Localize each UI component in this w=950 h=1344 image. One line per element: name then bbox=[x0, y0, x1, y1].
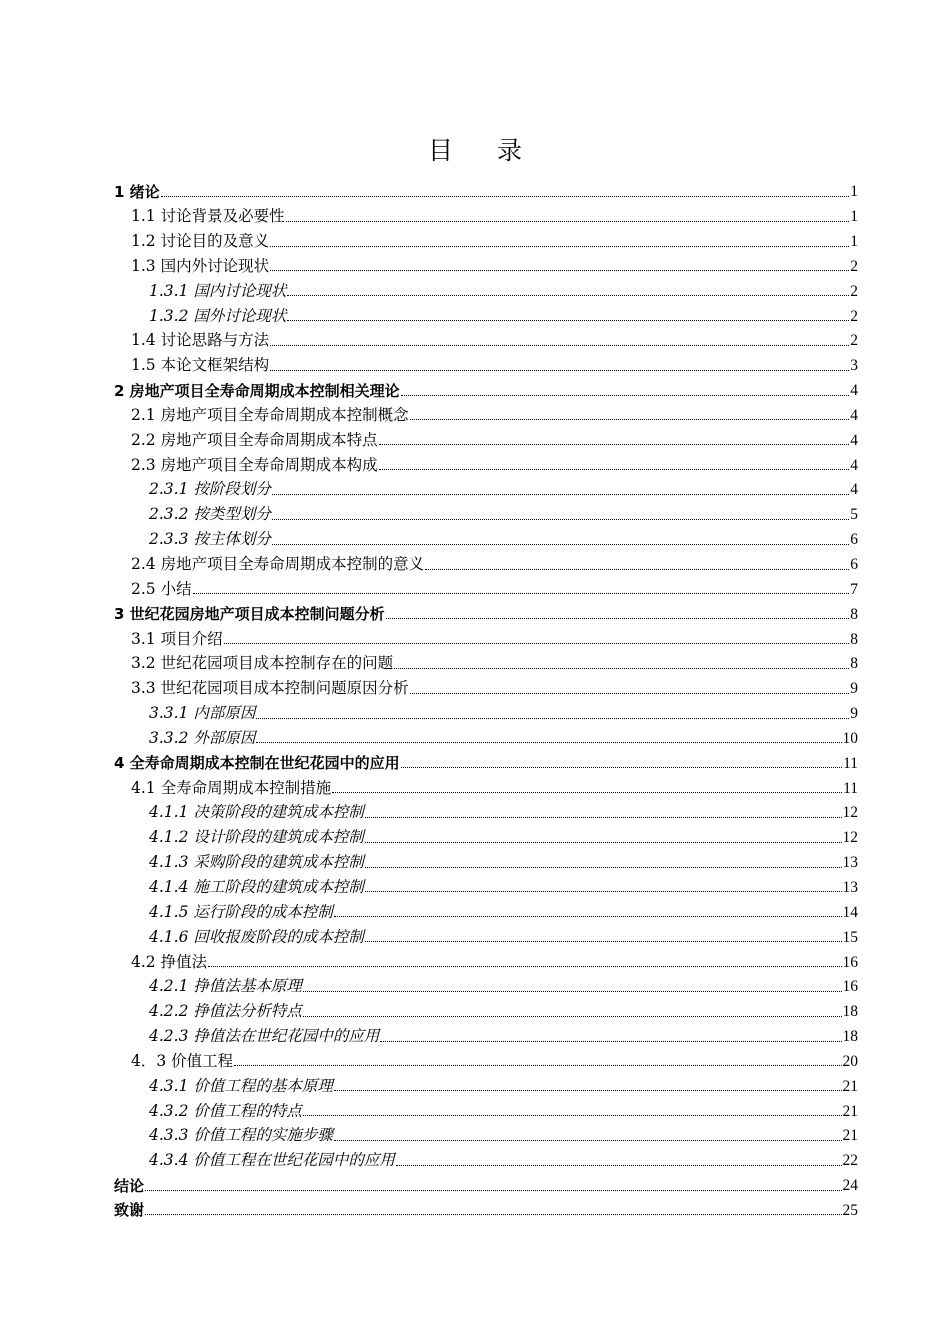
toc-entry-page-number: 13 bbox=[842, 854, 858, 872]
toc-entry-page-number: 16 bbox=[842, 953, 858, 971]
toc-entry[interactable] bbox=[0, 821, 858, 846]
toc-entry-page-number: 4 bbox=[850, 431, 858, 449]
toc-dot-leader bbox=[425, 569, 849, 570]
toc-entry[interactable] bbox=[0, 225, 858, 250]
toc-dot-leader bbox=[365, 867, 842, 868]
toc-entry-label: 3.1 项目介绍 bbox=[131, 629, 223, 648]
toc-dot-leader bbox=[193, 593, 850, 594]
toc-entry-page-number: 14 bbox=[842, 903, 858, 921]
toc-dot-leader bbox=[286, 221, 850, 222]
toc-dot-leader bbox=[380, 1041, 841, 1042]
toc-dot-leader bbox=[396, 1165, 842, 1166]
toc-entry-label: 致谢 bbox=[114, 1201, 145, 1220]
toc-entry-label: 4.2.3 挣值法在世纪花园中的应用 bbox=[149, 1027, 380, 1046]
toc-entry-page-number: 25 bbox=[842, 1201, 858, 1219]
toc-entry-label: 4.2 挣值法 bbox=[131, 952, 208, 971]
toc-dot-leader bbox=[161, 196, 850, 197]
toc-entry[interactable] bbox=[0, 1119, 858, 1144]
toc-dot-leader bbox=[270, 370, 849, 371]
toc-dot-leader bbox=[365, 941, 842, 942]
toc-entry[interactable] bbox=[0, 175, 858, 200]
toc-entry-page-number: 16 bbox=[842, 978, 858, 996]
toc-entry-page-number: 2 bbox=[850, 332, 858, 350]
toc-entry[interactable] bbox=[0, 995, 858, 1020]
toc-dot-leader bbox=[303, 1016, 842, 1017]
toc-entry-page-number: 24 bbox=[842, 1177, 858, 1195]
toc-dot-leader bbox=[145, 1214, 841, 1215]
toc-entry-label: 4.1.2 设计阶段的建筑成本控制 bbox=[149, 828, 364, 847]
toc-entry-label: 1.3 国内外讨论现状 bbox=[131, 256, 270, 275]
toc-entry[interactable] bbox=[0, 697, 858, 722]
toc-entry-label: 3.3 世纪花园项目成本控制问题原因分析 bbox=[131, 679, 409, 698]
toc-entry-page-number: 9 bbox=[850, 680, 858, 698]
toc-entry[interactable] bbox=[0, 970, 858, 995]
toc-entry-label: 1.2 讨论目的及意义 bbox=[131, 232, 270, 251]
toc-entry-page-number: 20 bbox=[842, 1052, 858, 1070]
toc-entry[interactable] bbox=[0, 250, 858, 275]
toc-entry[interactable] bbox=[0, 672, 858, 697]
toc-entry-page-number: 6 bbox=[850, 556, 858, 573]
toc-entry-label: 3.2 世纪花园项目成本控制存在的问题 bbox=[131, 654, 394, 673]
toc-entry-page-number: 2 bbox=[850, 257, 858, 275]
toc-dot-leader bbox=[234, 1065, 841, 1066]
toc-entry[interactable] bbox=[0, 597, 858, 622]
toc-entry-label: 2.5 小结 bbox=[131, 579, 192, 598]
toc-entry-label: 2 房地产项目全寿命周期成本控制相关理论 bbox=[114, 381, 400, 400]
toc-dot-leader bbox=[303, 1115, 842, 1116]
toc-dot-leader bbox=[270, 345, 849, 346]
toc-entry[interactable] bbox=[0, 573, 858, 598]
toc-entry-page-number: 8 bbox=[850, 605, 858, 623]
toc-dot-leader bbox=[365, 891, 842, 892]
toc-entry-page-number: 8 bbox=[850, 630, 858, 648]
toc-entry-page-number: 3 bbox=[850, 357, 858, 375]
toc-entry-label: 2.3.1 按阶段划分 bbox=[149, 480, 271, 499]
toc-entry[interactable] bbox=[0, 1144, 858, 1169]
toc-entry[interactable] bbox=[0, 523, 858, 548]
toc-entry-page-number: 1 bbox=[850, 233, 858, 251]
toc-dot-leader bbox=[272, 544, 849, 545]
toc-entry-label: 4.2.2 挣值法分析特点 bbox=[149, 1002, 302, 1021]
toc-dot-leader bbox=[145, 1190, 841, 1191]
toc-entry[interactable] bbox=[0, 498, 858, 523]
toc-entry[interactable] bbox=[0, 746, 858, 771]
toc-entry-label: 1 绪论 bbox=[114, 182, 160, 201]
toc-dot-leader bbox=[379, 469, 850, 470]
toc-dot-leader bbox=[303, 991, 842, 992]
toc-entry-label: 4.3.3 价值工程的实施步骤 bbox=[149, 1126, 333, 1145]
toc-dot-leader bbox=[270, 270, 849, 271]
toc-entry-page-number: 1 bbox=[850, 208, 858, 226]
toc-entry-page-number: 4 bbox=[850, 406, 858, 424]
toc-entry[interactable] bbox=[0, 399, 858, 424]
toc-entry[interactable] bbox=[0, 945, 858, 970]
toc-entry-label: 2.2 房地产项目全寿命周期成本特点 bbox=[131, 430, 378, 449]
toc-entry-label: 2.1 房地产项目全寿命周期成本控制概念 bbox=[131, 405, 409, 424]
toc-dot-leader bbox=[386, 618, 850, 619]
toc-entry-page-number: 9 bbox=[850, 705, 858, 723]
toc-entry-label: 1.1 讨论背景及必要性 bbox=[131, 207, 285, 226]
toc-entry-label: 3.3.2 外部原因 bbox=[149, 728, 256, 747]
toc-entry-page-number: 6 bbox=[850, 531, 858, 549]
toc-dot-leader bbox=[334, 916, 842, 917]
toc-entry-label: 2.3.2 按类型划分 bbox=[149, 505, 271, 524]
toc-entry[interactable] bbox=[0, 1045, 858, 1070]
toc-dot-leader bbox=[256, 742, 841, 743]
toc-entry-label: 4.2.1 挣值法基本原理 bbox=[149, 977, 302, 996]
toc-entry[interactable] bbox=[0, 895, 858, 920]
toc-entry-label: 4.1.6 回收报废阶段的成本控制 bbox=[149, 927, 364, 946]
toc-entry[interactable] bbox=[0, 1169, 858, 1194]
toc-entry-label: 4.3.2 价值工程的特点 bbox=[149, 1101, 302, 1120]
toc-entry[interactable] bbox=[0, 448, 858, 473]
toc-entry-page-number: 7 bbox=[850, 580, 858, 598]
toc-entry[interactable] bbox=[0, 548, 858, 573]
toc-entry-label: 4.3.4 价值工程在世纪花园中的应用 bbox=[149, 1151, 395, 1170]
toc-dot-leader bbox=[270, 246, 849, 247]
toc-dot-leader bbox=[410, 419, 850, 420]
toc-entry-page-number: 21 bbox=[842, 1102, 858, 1120]
toc-dot-leader bbox=[272, 519, 849, 520]
toc-dot-leader bbox=[365, 817, 842, 818]
toc-entry-label: 4．3 价值工程 bbox=[131, 1051, 234, 1070]
toc-entry[interactable] bbox=[0, 647, 858, 672]
page-title: 目录 bbox=[427, 136, 566, 165]
toc-entry-label: 4.1.3 采购阶段的建筑成本控制 bbox=[149, 853, 364, 872]
toc-entry-label: 2.3.3 按主体划分 bbox=[149, 530, 271, 549]
toc-entry-page-number: 8 bbox=[850, 655, 858, 673]
toc-entry[interactable] bbox=[0, 374, 858, 399]
toc-entry-page-number: 11 bbox=[843, 779, 858, 797]
toc-entry-page-number: 10 bbox=[842, 729, 858, 747]
toc-entry-page-number: 2 bbox=[850, 282, 858, 300]
toc-entry[interactable] bbox=[0, 622, 858, 647]
toc-entry[interactable] bbox=[0, 299, 858, 324]
toc-dot-leader bbox=[224, 643, 850, 644]
toc-entry-label: 3 世纪花园房地产项目成本控制问题分析 bbox=[114, 605, 385, 624]
toc-entry-label: 2.4 房地产项目全寿命周期成本控制的意义 bbox=[131, 555, 425, 573]
toc-entry-label: 4.1.1 决策阶段的建筑成本控制 bbox=[149, 803, 364, 822]
toc-entry[interactable] bbox=[0, 871, 858, 896]
toc-entry-page-number: 21 bbox=[842, 1077, 858, 1095]
toc-entry-page-number: 12 bbox=[842, 804, 858, 822]
toc-entry[interactable] bbox=[0, 1020, 858, 1045]
toc-entry-label: 1.5 本论文框架结构 bbox=[131, 356, 270, 375]
toc-entry-page-number: 12 bbox=[842, 829, 858, 847]
toc-dot-leader bbox=[272, 494, 849, 495]
toc-entry[interactable] bbox=[0, 200, 858, 225]
toc-entry[interactable] bbox=[0, 722, 858, 747]
toc-entry[interactable] bbox=[0, 846, 858, 871]
toc-entry-label: 2.3 房地产项目全寿命周期成本构成 bbox=[131, 455, 378, 474]
toc-entry-page-number: 2 bbox=[850, 307, 858, 325]
toc-dot-leader bbox=[365, 842, 842, 843]
toc-dot-leader bbox=[256, 718, 849, 719]
toc-entry-page-number: 15 bbox=[842, 928, 858, 946]
table-of-contents bbox=[0, 175, 950, 1218]
toc-dot-leader bbox=[401, 395, 850, 396]
toc-entry-label: 3.3.1 内部原因 bbox=[149, 704, 256, 723]
toc-entry-label: 4.1 全寿命周期成本控制措施 bbox=[131, 778, 332, 797]
toc-entry-page-number: 18 bbox=[842, 1028, 858, 1046]
toc-dot-leader bbox=[394, 668, 849, 669]
toc-entry-label: 1.3.2 国外讨论现状 bbox=[149, 306, 287, 325]
toc-entry-page-number: 4 bbox=[850, 456, 858, 474]
toc-entry-label: 1.4 讨论思路与方法 bbox=[131, 331, 270, 350]
toc-entry-page-number: 18 bbox=[842, 1003, 858, 1021]
toc-entry[interactable] bbox=[0, 423, 858, 448]
toc-entry-page-number: 5 bbox=[850, 506, 858, 524]
toc-dot-leader bbox=[208, 966, 841, 967]
toc-entry[interactable] bbox=[0, 796, 858, 821]
toc-entry-page-number: 4 bbox=[850, 382, 858, 400]
toc-dot-leader bbox=[287, 295, 849, 296]
toc-entry[interactable] bbox=[0, 1069, 858, 1094]
toc-dot-leader bbox=[334, 1140, 842, 1141]
toc-entry-page-number: 1 bbox=[850, 183, 858, 201]
toc-entry-label: 1.3.1 国内讨论现状 bbox=[149, 281, 287, 300]
toc-entry-label: 4.3.1 价值工程的基本原理 bbox=[149, 1076, 333, 1095]
toc-dot-leader bbox=[379, 444, 850, 445]
toc-dot-leader bbox=[410, 693, 850, 694]
toc-entry-label: 结论 bbox=[114, 1176, 145, 1195]
toc-entry-page-number: 4 bbox=[850, 481, 858, 499]
toc-entry[interactable] bbox=[0, 1094, 858, 1119]
toc-entry[interactable] bbox=[0, 274, 858, 299]
toc-entry[interactable] bbox=[0, 771, 858, 796]
toc-entry-label: 4.1.4 施工阶段的建筑成本控制 bbox=[149, 877, 364, 896]
toc-entry-page-number: 13 bbox=[842, 878, 858, 896]
toc-entry[interactable] bbox=[0, 349, 858, 374]
toc-dot-leader bbox=[287, 320, 849, 321]
toc-dot-leader bbox=[332, 792, 842, 793]
toc-entry-label: 4 全寿命周期成本控制在世纪花园中的应用 bbox=[114, 754, 400, 773]
toc-entry-page-number: 21 bbox=[842, 1127, 858, 1145]
toc-entry-label: 4.1.5 运行阶段的成本控制 bbox=[149, 902, 333, 921]
toc-entry[interactable] bbox=[0, 473, 858, 498]
toc-entry[interactable] bbox=[0, 324, 858, 349]
toc-dot-leader bbox=[334, 1090, 842, 1091]
toc-entry-page-number: 22 bbox=[842, 1152, 858, 1170]
toc-entry[interactable] bbox=[0, 920, 858, 945]
toc-dot-leader bbox=[401, 767, 842, 768]
toc-entry-page-number: 11 bbox=[843, 754, 858, 772]
toc-entry[interactable] bbox=[0, 1194, 858, 1219]
